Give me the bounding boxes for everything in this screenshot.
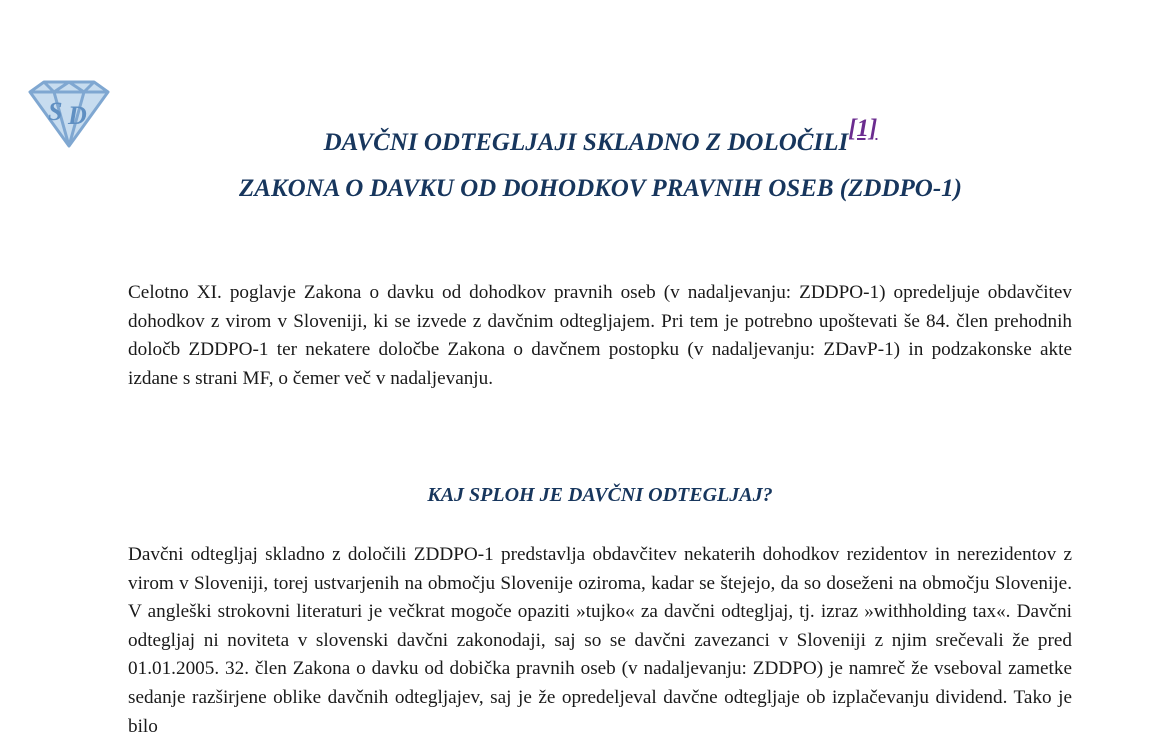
document-title-line2: ZAKONA O DAVKU OD DOHODKOV PRAVNIH OSEB (ZDDPO-1) — [239, 175, 962, 202]
definition-paragraph: Davčni odtegljaj skladno z določili ZDDPO-1 predstavlja obdavčitev nekaterih dohodkov rezidentov in nerezidentov z virom v Sloveniji, torej ustvarjenih na območju Slovenije oziroma, kadar se štejejo, da so doseženi na območju Slovenije. V angleški strokovni literaturi je večkrat mogoče opaziti »tujko« za davčni odtegljaj, tj. izraz »withholding tax«. Davčni odtegljaj ni noviteta v slovenski davčni zakonodaji, saj so se davčni zavezanci v Sloveniji z njim srečevali že pred 01.01.2005. 32. člen Zakona o davku od dobička pravnih oseb (v nadaljevanju: ZDDPO) je namreč že vseboval zametke sedanje razširjene oblike davčnih odtegljajev, saj je že opredeljeval davčne odtegljaje ob izplačevanju dividend. Tako je bilo — [128, 544, 1072, 737]
svg-text:D: D — [68, 101, 87, 130]
footnote-link[interactable]: [1] — [848, 115, 878, 142]
svg-text:S: S — [48, 97, 63, 126]
section-heading: KAJ SPLOH JE DAVČNI ODTEGLJAJ? — [427, 484, 773, 506]
intro-paragraph: Celotno XI. poglavje Zakona o davku od dohodkov pravnih oseb (v nadaljevanju: ZDDPO-1) opredeljuje obdavčitev dohodkov z virom v Sloveniji, ki se izvede z davčnim odtegljajem. Pri tem je potrebno upoštevati še 84. člen prehodnih določb ZDDPO-1 ter nekatere določbe Zakona o davčnem postopku (v nadaljevanju: ZDavP-1) in podzakonske akte izdane s strani MF, o čemer več v nadaljevanju. — [128, 282, 1072, 389]
title-line1-text: DAVČNI ODTEGLJAJI SKLADNO Z DOLOČILI — [323, 129, 849, 156]
document-title-line1 — [22, 115, 1157, 158]
